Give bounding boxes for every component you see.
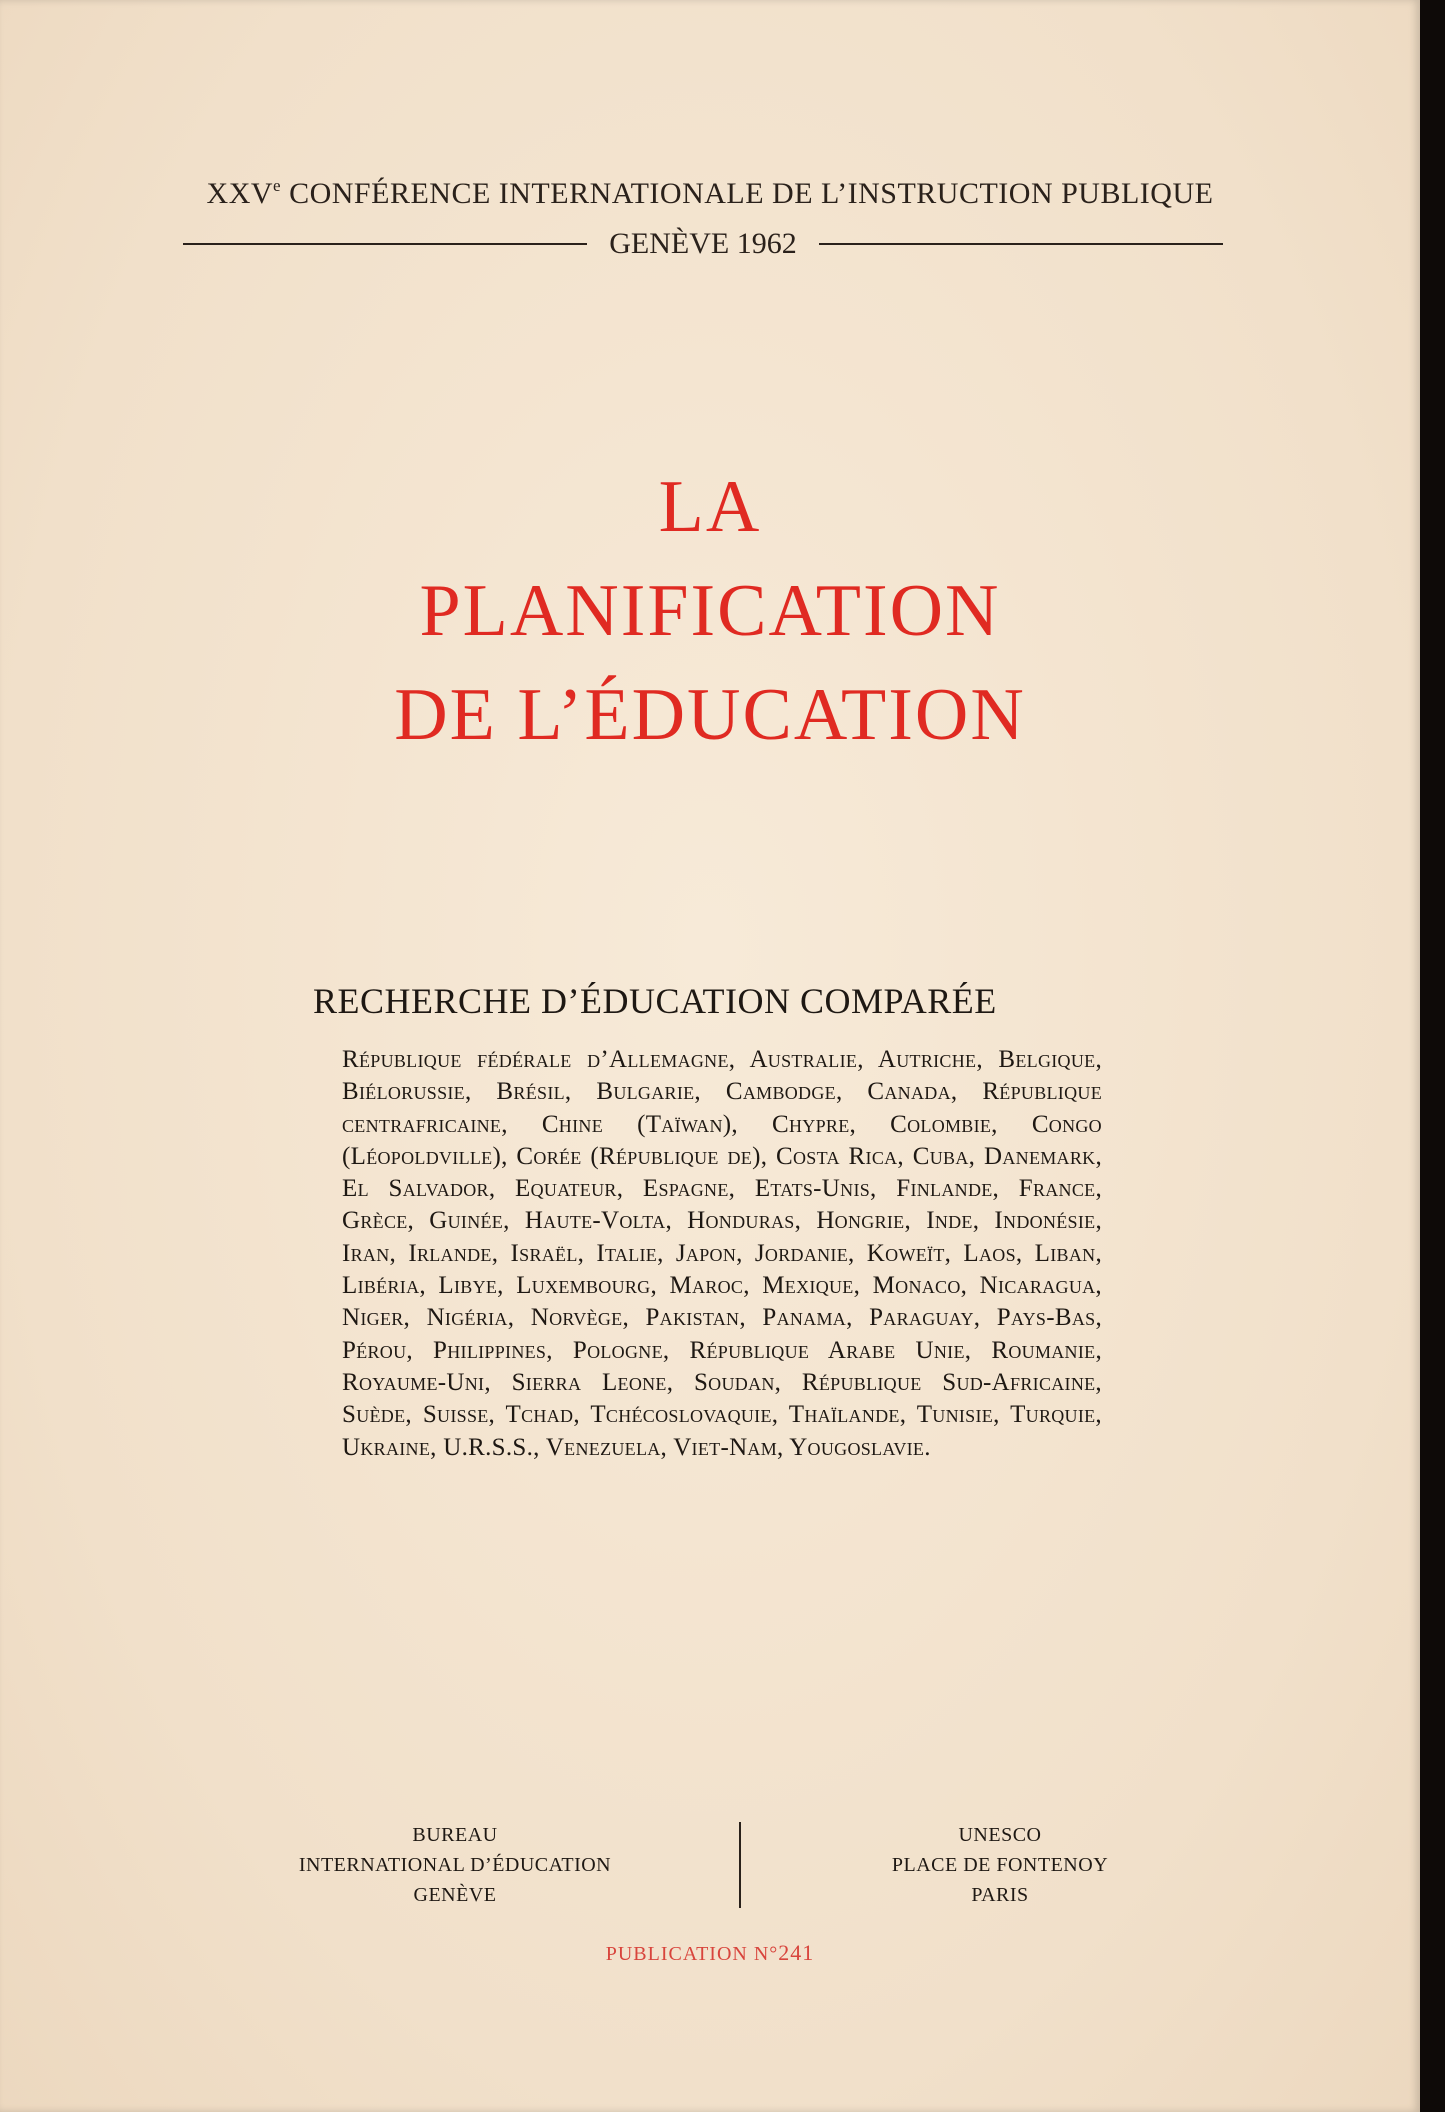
- publication-number: [0, 1940, 1420, 1966]
- location-year-line: [183, 224, 1223, 264]
- bureau-line-3: GENÈVE: [413, 1884, 497, 1906]
- conference-number: XXV: [206, 177, 274, 210]
- left-rule: [183, 243, 587, 245]
- scan-edge: [1420, 0, 1445, 2112]
- publisher-bureau: [255, 1820, 655, 1910]
- publisher-unesco: [850, 1820, 1150, 1910]
- country-list: République fédérale d’Allemagne, Australie, Autriche, Belgique, Biélorussie, Brésil, Bulgarie, Cambodge, Canada, République centrafricaine, Chine (Taïwan), Chypre, Colombie, Congo (Léopoldville), Corée (République de), Costa Rica, Cuba, Danemark, El Salvador, Equateur, Espagne, Etats-Unis, Finlande, France, Grèce, Guinée, Haute-Volta, Honduras, Hongrie, Inde, Indonésie, Iran, Irlande, Israël, Italie, Japon, Jordanie, Koweït, Laos, Liban, Libéria, Libye, Luxembourg, Maroc, Mexique, Monaco, Nicaragua, Niger, Nigéria, Norvège, Pakistan, Panama, Paraguay, Pays-Bas, Pérou, Philippines, Pologne, République Arabe Unie, Roumanie, Royaume-Uni, Sierra Leone, Soudan, République Sud-Africaine, Suède, Suisse, Tchad, Tchécoslovaquie, Thaïlande, Tunisie, Turquie, Ukraine, U.R.S.S., Venezuela, Viet-Nam, Yougoslavie.: [342, 1046, 1102, 1461]
- unesco-line-3: PARIS: [971, 1884, 1029, 1906]
- publication-value: 241: [778, 1940, 815, 1965]
- bureau-line-1: BUREAU: [412, 1824, 498, 1846]
- unesco-line-2: PLACE DE FONTENOY: [891, 1854, 1109, 1876]
- conference-ordinal: e: [273, 176, 282, 195]
- conference-title: [0, 176, 1420, 211]
- main-title: [0, 455, 1420, 767]
- right-rule: [819, 243, 1223, 245]
- conference-name: CONFÉRENCE INTERNATIONALE DE L’INSTRUCTION PUBLIQUE: [281, 177, 1214, 210]
- footer-divider: [739, 1822, 741, 1908]
- unesco-line-1: UNESCO: [958, 1824, 1042, 1846]
- location-year: GENÈVE 1962: [609, 227, 797, 260]
- title-line-3: DE L’ÉDUCATION: [394, 674, 1026, 756]
- subtitle: RECHERCHE D’ÉDUCATION COMPARÉE: [313, 981, 997, 1021]
- publication-label: PUBLICATION N°: [605, 1943, 779, 1965]
- title-line-2: PLANIFICATION: [419, 570, 1001, 652]
- bureau-line-2: INTERNATIONAL D’ÉDUCATION: [298, 1854, 612, 1876]
- title-line-1: LA: [658, 466, 762, 548]
